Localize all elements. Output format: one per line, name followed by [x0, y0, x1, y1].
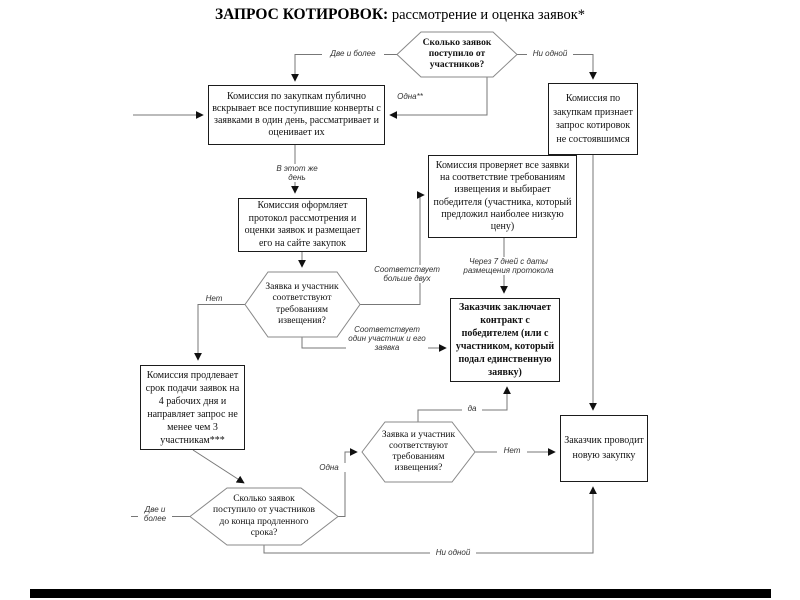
bottom-black-bar: [30, 589, 771, 598]
edge-one-bottom: [338, 452, 357, 517]
edge-no-1: [198, 305, 245, 361]
hexagon-applications-count-text: Сколько заявок поступило от участников?: [422, 37, 492, 71]
edge-label-more-than-two: Соответствует больше двух: [370, 265, 444, 283]
edge-two-or-more-top: [295, 55, 397, 82]
edge-label-yes-2: да: [462, 404, 482, 413]
node-extend-deadline: Комиссия продлевает срок подачи заявок на 4 рабочих дня и направляет запрос не менее чем 3 участникам***: [140, 365, 245, 450]
edge-label-same-day: В этот же день: [266, 164, 328, 182]
edge-label-no-2: Нет: [497, 446, 527, 455]
node-open-envelopes: Комиссия по закупкам публично вскрывает все поступившие конверты с заявками в один день, рассматривает и оценивает их: [208, 85, 385, 145]
edge-label-none-bottom: Ни одной: [430, 548, 476, 557]
edge-more-than-two: [360, 195, 424, 305]
edge-extend-to-count: [193, 450, 244, 483]
hexagon-extended-count-text: Сколько заявок поступило от участников до конца продленного срока?: [213, 494, 315, 538]
hexagon-match-2-text: Заявка и участник соответствуют требованиям извещения?: [381, 429, 456, 474]
edge-label-two-or-more-bottom: Две и более: [138, 505, 172, 523]
node-check-applications: Комиссия проверяет все заявки на соответствие требованиям извещения и выбирает победителя (участника, который предложил наиболее низкую цену): [428, 155, 577, 238]
node-contract: Заказчик заключает контракт с победителем (или с участником, который подал единственную заявку): [450, 298, 560, 382]
hexagon-match-1-text: Заявка и участник соответствуют требованиям извещения?: [265, 282, 339, 326]
edge-label-seven-days: Через 7 дней с даты размещения протокола: [460, 257, 557, 275]
node-new-purchase: Заказчик проводит новую закупку: [560, 415, 648, 482]
edge-label-one-top: Одна**: [390, 92, 430, 101]
edge-label-one-participant: Соответствует один участник и его заявка: [346, 325, 428, 353]
page-title-regular: рассмотрение и оценка заявок*: [388, 7, 586, 23]
edge-label-two-or-more-top: Две и более: [322, 49, 384, 58]
node-protocol: Комиссия оформляет протокол рассмотрения и оценки заявок и размещает его на сайте закупок: [238, 198, 367, 252]
node-not-held: Комиссия по закупкам признает запрос котировок не состоявшимся: [548, 83, 638, 155]
edge-label-no-1: Нет: [199, 294, 229, 303]
edge-label-none-top: Ни одной: [527, 49, 573, 58]
edge-label-one-bottom: Одна: [312, 463, 346, 472]
page-title-bold: ЗАПРОС КОТИРОВОК:: [214, 6, 389, 23]
page-title: [0, 6, 800, 24]
